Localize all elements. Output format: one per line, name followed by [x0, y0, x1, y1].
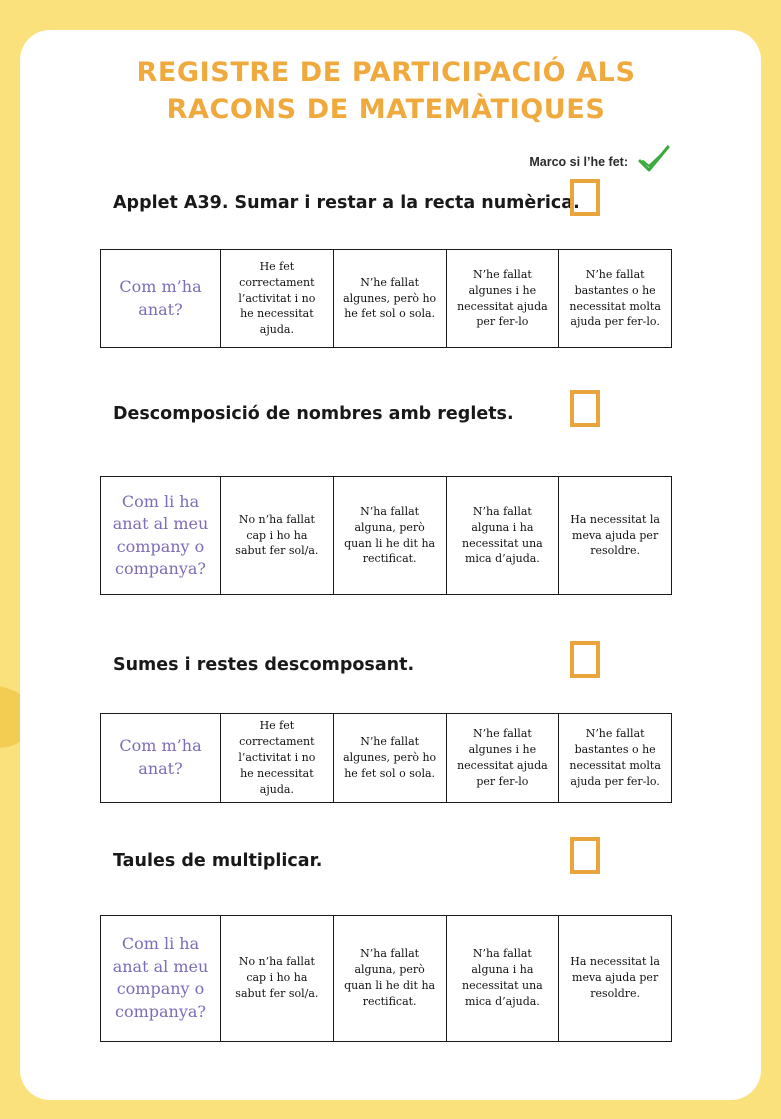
rubric-cell: N’he fallat algunes, però ho he fet sol o sola.	[333, 714, 446, 803]
table-row	[101, 250, 672, 348]
green-checkmark-icon	[636, 144, 672, 179]
rubric-question-cell: Com m’ha anat?	[101, 250, 221, 348]
rubric-table	[100, 915, 672, 1042]
done-checkbox[interactable]	[570, 390, 600, 427]
section-3-header	[100, 655, 672, 681]
rubric-cell: N’ha fallat alguna, però quan li he dit ha rectificat.	[333, 477, 446, 595]
rubric-table	[100, 713, 672, 803]
rubric-question-cell: Com li ha anat al meu company o companya?	[101, 477, 221, 595]
rubric-cell: N’he fallat algunes i he necessitat ajuda per fer-lo	[446, 714, 559, 803]
rubric-table	[100, 249, 672, 348]
section-heading: Applet A39. Sumar i restar a la recta numèrica.	[113, 193, 580, 213]
rubric-cell: He fet correctament l’activitat i no he necessitat ajuda.	[221, 250, 334, 348]
section-1-header	[100, 193, 672, 219]
section-heading: Descomposició de nombres amb reglets.	[113, 404, 514, 424]
rubric-cell: He fet correctament l’activitat i no he necessitat ajuda.	[221, 714, 334, 803]
done-checkbox[interactable]	[570, 641, 600, 678]
table-row	[101, 714, 672, 803]
rubric-question-cell: Com m’ha anat?	[101, 714, 221, 803]
page-title	[100, 54, 672, 128]
rubric-cell: N’he fallat algunes, però ho he fet sol o sola.	[333, 250, 446, 348]
rubric-cell: Ha necessitat la meva ajuda per resoldre.	[559, 915, 672, 1041]
rubric-cell: No n’ha fallat cap i ho ha sabut fer sol/a.	[221, 915, 334, 1041]
rubric-table	[100, 476, 672, 595]
rubric-cell: N’he fallat bastantes o he necessitat molta ajuda per fer-lo.	[559, 250, 672, 348]
table-row	[101, 477, 672, 595]
content	[100, 144, 672, 1042]
done-checkbox[interactable]	[570, 179, 600, 216]
rubric-cell: N’ha fallat alguna, però quan li he dit ha rectificat.	[333, 915, 446, 1041]
section-heading: Taules de multiplicar.	[113, 850, 323, 871]
rubric-cell: N’ha fallat alguna i ha necessitat una mica d’ajuda.	[446, 915, 559, 1041]
legend	[100, 144, 672, 179]
rubric-cell: N’ha fallat alguna i ha necessitat una mica d’ajuda.	[446, 477, 559, 595]
worksheet-card	[20, 30, 761, 1100]
legend-label: Marco si l’he fet:	[529, 154, 628, 169]
section-heading: Sumes i restes descomposant.	[113, 655, 415, 675]
rubric-question-cell: Com li ha anat al meu company o companya?	[101, 915, 221, 1041]
page-title-line1: REGISTRE DE PARTICIPACIÓ ALS	[136, 57, 636, 88]
rubric-cell: N’he fallat bastantes o he necessitat molta ajuda per fer-lo.	[559, 714, 672, 803]
rubric-cell: N’he fallat algunes i he necessitat ajuda per fer-lo	[446, 250, 559, 348]
rubric-cell: Ha necessitat la meva ajuda per resoldre.	[559, 477, 672, 595]
section-2-header	[100, 404, 672, 430]
page-title-line2: RACONS DE MATEMÀTIQUES	[166, 94, 606, 125]
section-4-header	[100, 851, 672, 877]
table-row	[101, 915, 672, 1041]
done-checkbox[interactable]	[570, 837, 600, 874]
rubric-cell: No n’ha fallat cap i ho ha sabut fer sol/a.	[221, 477, 334, 595]
